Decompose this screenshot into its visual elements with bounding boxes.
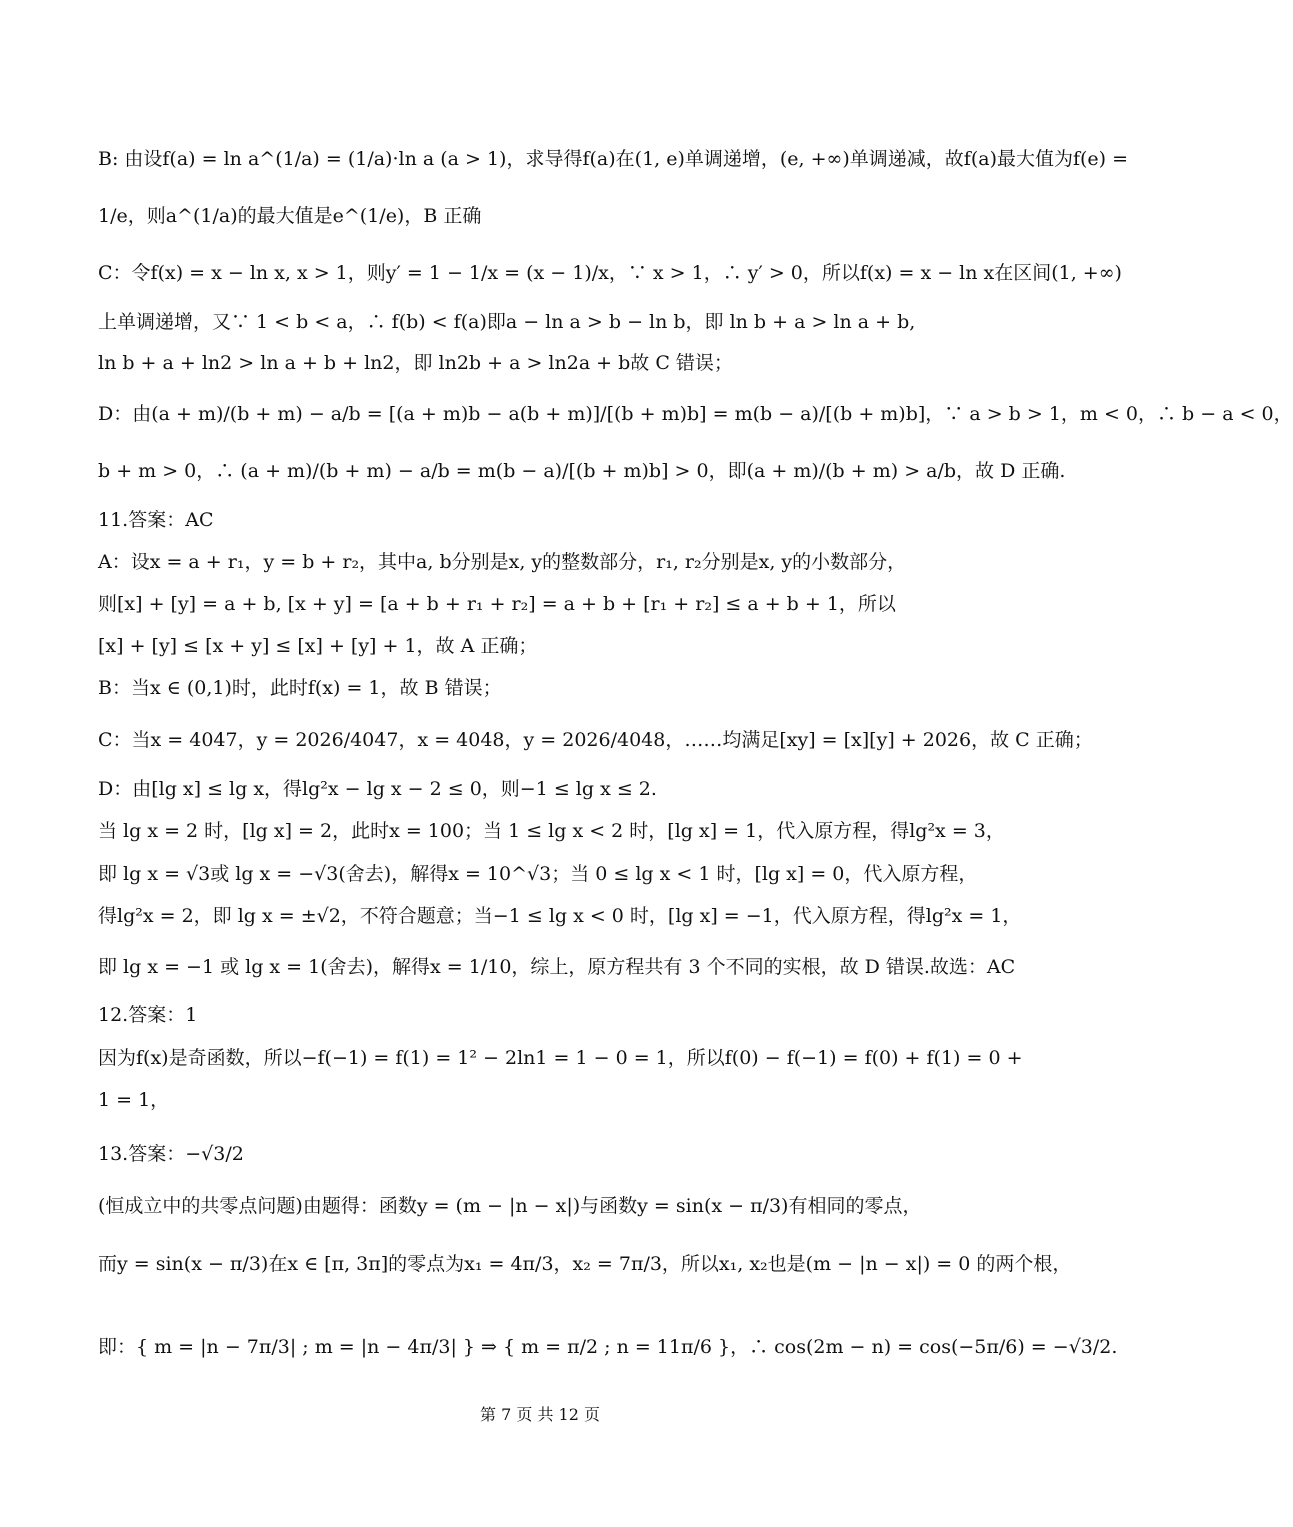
- line-11d2: 当 lg x = 2 时，[lg x] = 2，此时x = 100；当 1 ≤ lg x < 2 时，[lg x] = 1，代入原方程，得lg²x = 3，: [98, 820, 1005, 842]
- line-c2: 上单调递增，又∵ 1 < b < a，∴ f(b) < f(a)即a − ln a > b − ln b，即 ln b + a > ln a + b,: [98, 311, 916, 333]
- line-11d3: 即 lg x = √3或 lg x = −√3(舍去)，解得x = 10^√3；当 0 ≤ lg x < 1 时，[lg x] = 0，代入原方程，: [98, 863, 978, 885]
- answer-12: 12.答案：1: [98, 1004, 198, 1026]
- line-11d4: 得lg²x = 2，即 lg x = ±√2，不符合题意；当−1 ≤ lg x < 0 时，[lg x] = −1，代入原方程，得lg²x = 1，: [98, 905, 1022, 927]
- line-d1: D：由(a + m)/(b + m) − a/b = [(a + m)b − a(b + m)]/[(b + m)b] = m(b − a)/[(b + m)b]，∵ a > b > 1，m < 0，∴ b − a < 0，: [98, 403, 1293, 425]
- line-12a2: 1 = 1，: [98, 1089, 170, 1111]
- line-c1: C：令f(x) = x − ln x, x > 1，则y′ = 1 − 1/x = (x − 1)/x，∵ x > 1，∴ y′ > 0，所以f(x) = x − ln x在区间(1, +∞): [98, 262, 1122, 284]
- line-13a3: 即：{ m = |n − 7π/3| ; m = |n − 4π/3| } ⇒ { m = π/2 ; n = 11π/6 }，∴ cos(2m − n) = cos(−5π/6) = −√3/2.: [98, 1336, 1118, 1358]
- answer-11: 11.答案：AC: [98, 509, 214, 531]
- line-13a1: (恒成立中的共零点问题)由题得：函数y = (m − |n − x|)与函数y = sin(x − π/3)有相同的零点，: [98, 1195, 922, 1217]
- line-13a2: 而y = sin(x − π/3)在x ∈ [π, 3π]的零点为x₁ = 4π/3，x₂ = 7π/3，所以x₁, x₂也是(m − |n − x|) = 0 的两个根，: [98, 1253, 1072, 1275]
- line-11c: C：当x = 4047，y = 2026/4047，x = 4048，y = 2026/4048，……均满足[xy] = [x][y] + 2026，故 C 正确；: [98, 729, 1093, 751]
- line-b1: B: 由设f(a) = ln a^(1/a) = (1/a)·ln a (a > 1)，求导得f(a)在(1, e)单调递增，(e, +∞)单调递减，故f(a)最大值为f(e) =: [98, 148, 1129, 170]
- line-11d1: D：由[lg x] ≤ lg x，得lg²x − lg x − 2 ≤ 0，则−1 ≤ lg x ≤ 2.: [98, 778, 657, 800]
- line-11a3: [x] + [y] ≤ [x + y] ≤ [x] + [y] + 1，故 A 正确；: [98, 635, 538, 657]
- line-11b: B：当x ∈ (0,1)时，此时f(x) = 1，故 B 错误；: [98, 677, 502, 699]
- line-d2: b + m > 0，∴ (a + m)/(b + m) − a/b = m(b − a)/[(b + m)b] > 0，即(a + m)/(b + m) > a/b，故 D 正确.: [98, 460, 1066, 482]
- line-b2: 1/e，则a^(1/a)的最大值是e^(1/e)，B 正确: [98, 205, 482, 227]
- line-11a2: 则[x] + [y] = a + b, [x + y] = [a + b + r₁ + r₂] = a + b + [r₁ + r₂] ≤ a + b + 1，所以: [98, 593, 896, 615]
- answer-13: 13.答案：−√3/2: [98, 1143, 244, 1165]
- line-11d5: 即 lg x = −1 或 lg x = 1(舍去)，解得x = 1/10，综上，原方程共有 3 个不同的实根，故 D 错误.故选：AC: [98, 956, 1016, 978]
- line-12a1: 因为f(x)是奇函数，所以−f(−1) = f(1) = 1² − 2ln1 = 1 − 0 = 1，所以f(0) − f(−1) = f(0) + f(1) = 0 +: [98, 1047, 1023, 1069]
- line-c3: ln b + a + ln2 > ln a + b + ln2，即 ln2b + a > ln2a + b故 C 错误；: [98, 352, 733, 374]
- line-11a1: A：设x = a + r₁，y = b + r₂，其中a, b分别是x, y的整数部分，r₁, r₂分别是x, y的小数部分，: [98, 551, 907, 573]
- page-footer: 第 7 页 共 12 页: [480, 1405, 600, 1424]
